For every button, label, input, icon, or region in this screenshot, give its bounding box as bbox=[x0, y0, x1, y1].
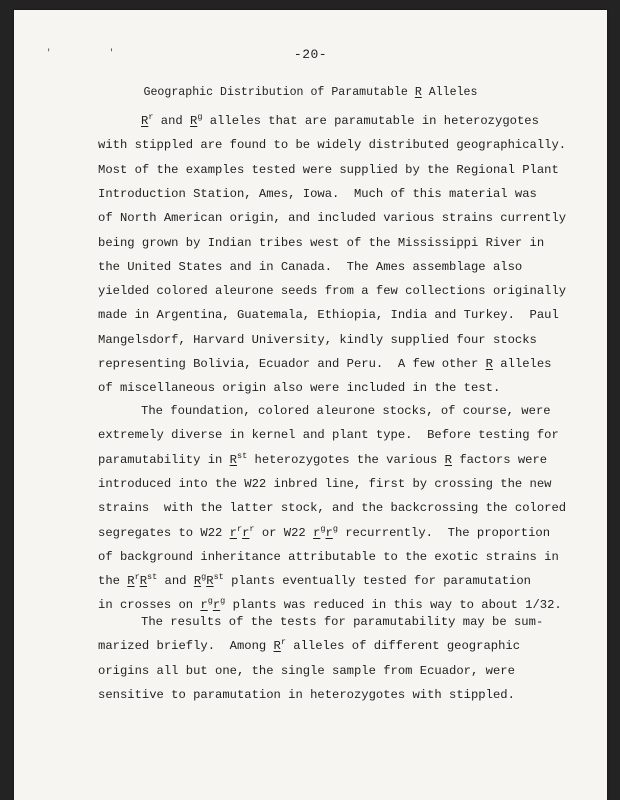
text-line: segregates to W22 $r^rr^r$ or W22 $r^gr^g$ recurrently. The proportion bbox=[98, 523, 551, 540]
text-line: The foundation, colored aleurone stocks, of course, were bbox=[141, 404, 551, 418]
text-line: the United States and in Canada. The Ames assemblage also bbox=[98, 259, 523, 274]
speck-marks: ' ' bbox=[46, 48, 141, 58]
text-line: of miscellaneous origin also were included in the test. bbox=[98, 381, 501, 396]
text-line: introduced into the W22 inbred line, first by crossing the new bbox=[98, 476, 552, 491]
text-line: marized briefly. Among $R^r$ alleles of different geographic bbox=[98, 637, 521, 654]
text-line: extremely diverse in kernel and plant type. Before testing for bbox=[98, 428, 559, 443]
text-line: of background inheritance attributable to the exotic strains in bbox=[98, 549, 559, 564]
document-page bbox=[14, 10, 607, 800]
text-line: being grown by Indian tribes west of the Mississippi River in bbox=[98, 235, 545, 250]
text-line: strains with the latter stock, and the backcrossing the colored bbox=[98, 501, 567, 516]
text-line: Most of the examples tested were supplied by the Regional Plant bbox=[98, 162, 559, 177]
text-line: representing Bolivia, Ecuador and Peru. A few other R alleles bbox=[98, 357, 552, 371]
text-line: paramutability in $R^{st}$ heterozygotes the various R factors were bbox=[98, 450, 548, 467]
text-line: yielded colored aleurone seeds from a few collections originally bbox=[98, 284, 567, 299]
text-line: origins all but one, the single sample from Ecuador, were bbox=[98, 663, 515, 678]
text-line: in crosses on $r^gr^g$ plants was reduced in this way to about 1/32. bbox=[98, 596, 562, 613]
text-line: sensitive to paramutation in heterozygotes with stippled. bbox=[98, 687, 515, 702]
text-line: with stippled are found to be widely distributed geographically. bbox=[98, 138, 567, 153]
page-number: -20- bbox=[293, 47, 328, 62]
text-line: The results of the tests for paramutability may be sum- bbox=[141, 615, 544, 629]
text-line: Introduction Station, Ames, Iowa. Much of this material was bbox=[98, 186, 537, 201]
text-line: of North American origin, and included various strains currently bbox=[98, 211, 567, 226]
section-title: Geographic Distribution of Paramutable R Alleles bbox=[143, 86, 478, 99]
text-line: the $R^rR^{st}$ and $R^gR^{st}$ plants eventually tested for paramutation bbox=[98, 572, 531, 589]
text-line: $R^r$ and $R^g$ alleles that are paramutable in heterozygotes bbox=[141, 112, 539, 128]
text-line: made in Argentina, Guatemala, Ethiopia, India and Turkey. Paul bbox=[98, 308, 559, 323]
text-line: Mangelsdorf, Harvard University, kindly supplied four stocks bbox=[98, 332, 537, 347]
